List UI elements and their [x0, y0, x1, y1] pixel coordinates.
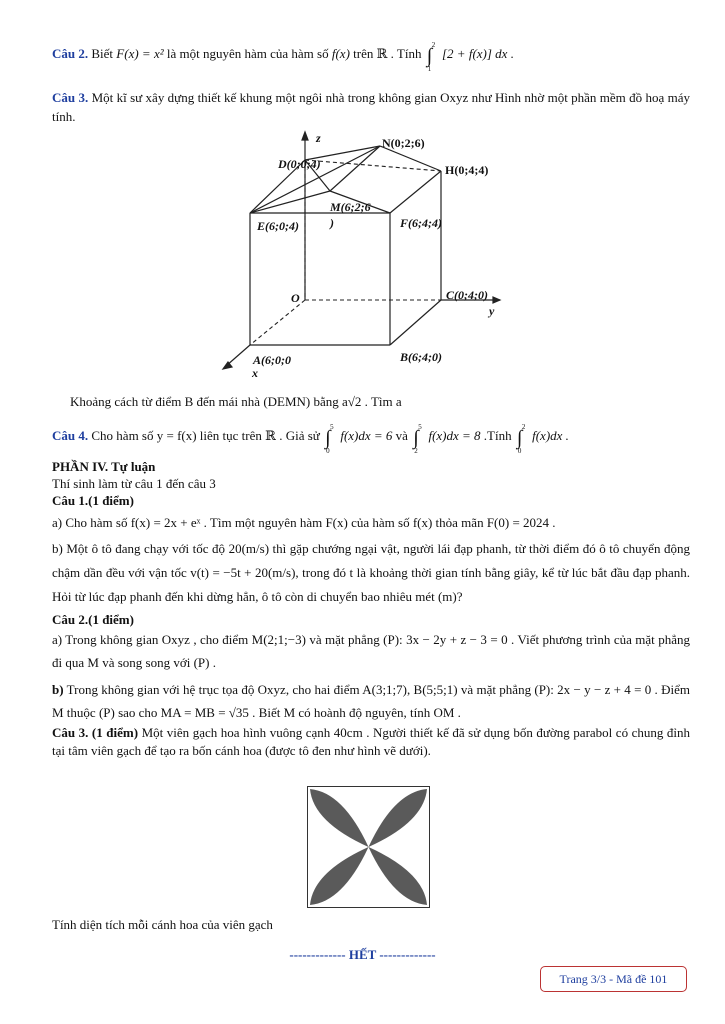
c2-heading: Câu 2.(1 điểm)	[52, 612, 134, 627]
label-x: x	[252, 366, 258, 380]
label-C: C(0;4;0)	[446, 288, 488, 302]
c2-part-b	[52, 678, 690, 724]
label-A: A(6;0;0	[253, 353, 291, 367]
label-D: D(0;0;4)	[278, 157, 321, 171]
c2-part-b-label: b)	[52, 682, 64, 697]
question-3-label: Câu 3.	[52, 90, 89, 105]
question-2-label: Câu 2.	[52, 46, 89, 61]
label-M-line1: M(6;2;6	[330, 200, 371, 214]
label-y: y	[489, 304, 495, 318]
question-3	[52, 88, 690, 126]
part-4-instruction: Thí sinh làm từ câu 1 đến câu 3	[52, 476, 216, 491]
q4-integral-1: ∫ 5 0	[325, 423, 334, 455]
c1-part-b: b) Một ô tô đang chạy với tốc độ 20(m/s) thì gặp chướng ngại vật, người lái đạp phanh, từ thời điểm đó ô tô chuyển động chậm dần đều với vận tốc v(t) = −5t + 20(m/s), trong đó t là khoảng thời gian tính bằng giây, kể từ lúc bắt đầu đạp phanh. Hỏi từ lúc đạp phanh đến khi dừng hẳn, ô tô còn di chuyển bao nhiêu mét (m)?	[52, 541, 690, 604]
q2-text-b: là một nguyên hàm của hàm số	[166, 46, 329, 61]
question-4	[52, 423, 690, 455]
q2-integral-sign: ∫ 2 1	[426, 41, 436, 73]
c3	[52, 724, 690, 760]
c1-part-a: a) Cho hàm số f(x) = 2x + eˣ . Tìm một nguyên hàm F(x) của hàm số f(x) thỏa mãn F(0) = 2024 .	[52, 515, 556, 530]
c3-text: Một viên gạch hoa hình vuông cạnh 40cm . Người thiết kế đã sử dụng bốn đường parabol có chung đỉnh tại tâm viên gạch để tạo ra bốn cánh hoa (được tô đen như hình vẽ dưới).	[52, 725, 691, 758]
label-H: H(0;4;4)	[445, 163, 489, 177]
c3-heading: Câu 3. (1 điểm)	[52, 725, 139, 740]
q4-integral-1-body: f(x)dx = 6	[340, 428, 393, 443]
part-4	[52, 458, 690, 760]
q4-integral-2-body: f(x)dx = 8	[428, 428, 481, 443]
label-E: E(6;0;4)	[257, 219, 299, 233]
q4-text-b: và	[395, 428, 408, 443]
q4-integral-2: ∫ 5 2	[413, 423, 422, 455]
q4-integral-3-body: f(x)dx .	[532, 428, 569, 443]
question-3-text: Một kĩ sư xây dựng thiết kế khung một ngôi nhà trong không gian Oxyz như Hình nhờ một phần mềm đồ hoạ máy tính.	[52, 90, 690, 124]
q2-text-c: trên ℝ . Tính	[353, 46, 422, 61]
label-N: N(0;2;6)	[382, 136, 425, 150]
label-F: F(6;4;4)	[400, 216, 442, 230]
q4-text-a: Cho hàm số y = f(x) liên tục trên ℝ . Giả sử	[91, 428, 320, 443]
part-4-heading: PHẦN IV. Tự luận	[52, 459, 156, 474]
question-3-prompt	[70, 392, 690, 411]
house-frame-figure	[210, 128, 530, 383]
q4-integral-3: ∫ 2 0	[516, 423, 526, 455]
q2-integrand: [2 + f(x)] dx .	[442, 46, 514, 61]
label-O: O	[291, 291, 300, 305]
q4-text-c: .Tính	[483, 428, 512, 443]
end-marker: ------------- HẾT -------------	[289, 947, 436, 962]
c1-heading: Câu 1.(1 điểm)	[52, 493, 134, 508]
q2-fx: f(x)	[331, 46, 350, 61]
label-B: B(6;4;0)	[400, 350, 442, 364]
c2-part-a: a) Trong không gian Oxyz , cho điểm M(2;1;−3) và mặt phẳng (P): 3x − 2y + z − 3 = 0 . Viết phương trình của mặt phẳng đi qua M và song song với (P) .	[52, 632, 690, 670]
question-3-prompt-text: Khoảng cách từ điểm B đến mái nhà (DEMN) bằng a√2 . Tìm a	[70, 394, 402, 409]
q2-formula-F: F(x) = x²	[116, 46, 164, 61]
flower-tile-figure	[307, 786, 430, 908]
label-M-line2: )	[330, 216, 334, 230]
question-4-label: Câu 4.	[52, 428, 89, 443]
c3-question: Tính diện tích mỗi cánh hoa của viên gạch	[52, 917, 273, 932]
label-z: z	[316, 131, 321, 145]
c2-part-b-text: Trong không gian với hệ trục tọa độ Oxyz, cho hai điểm A(3;1;7), B(5;5;1) và mặt phẳng (P): 2x − y − z + 4 = 0 . Điểm M thuộc (P) sao cho MA = MB = √35 . Biết M có hoành độ nguyên, tính OM .	[52, 682, 690, 720]
page-footer: Trang 3/3 - Mã đề 101	[540, 966, 687, 992]
question-2	[52, 41, 690, 73]
q2-text-a: Biết	[91, 46, 114, 61]
